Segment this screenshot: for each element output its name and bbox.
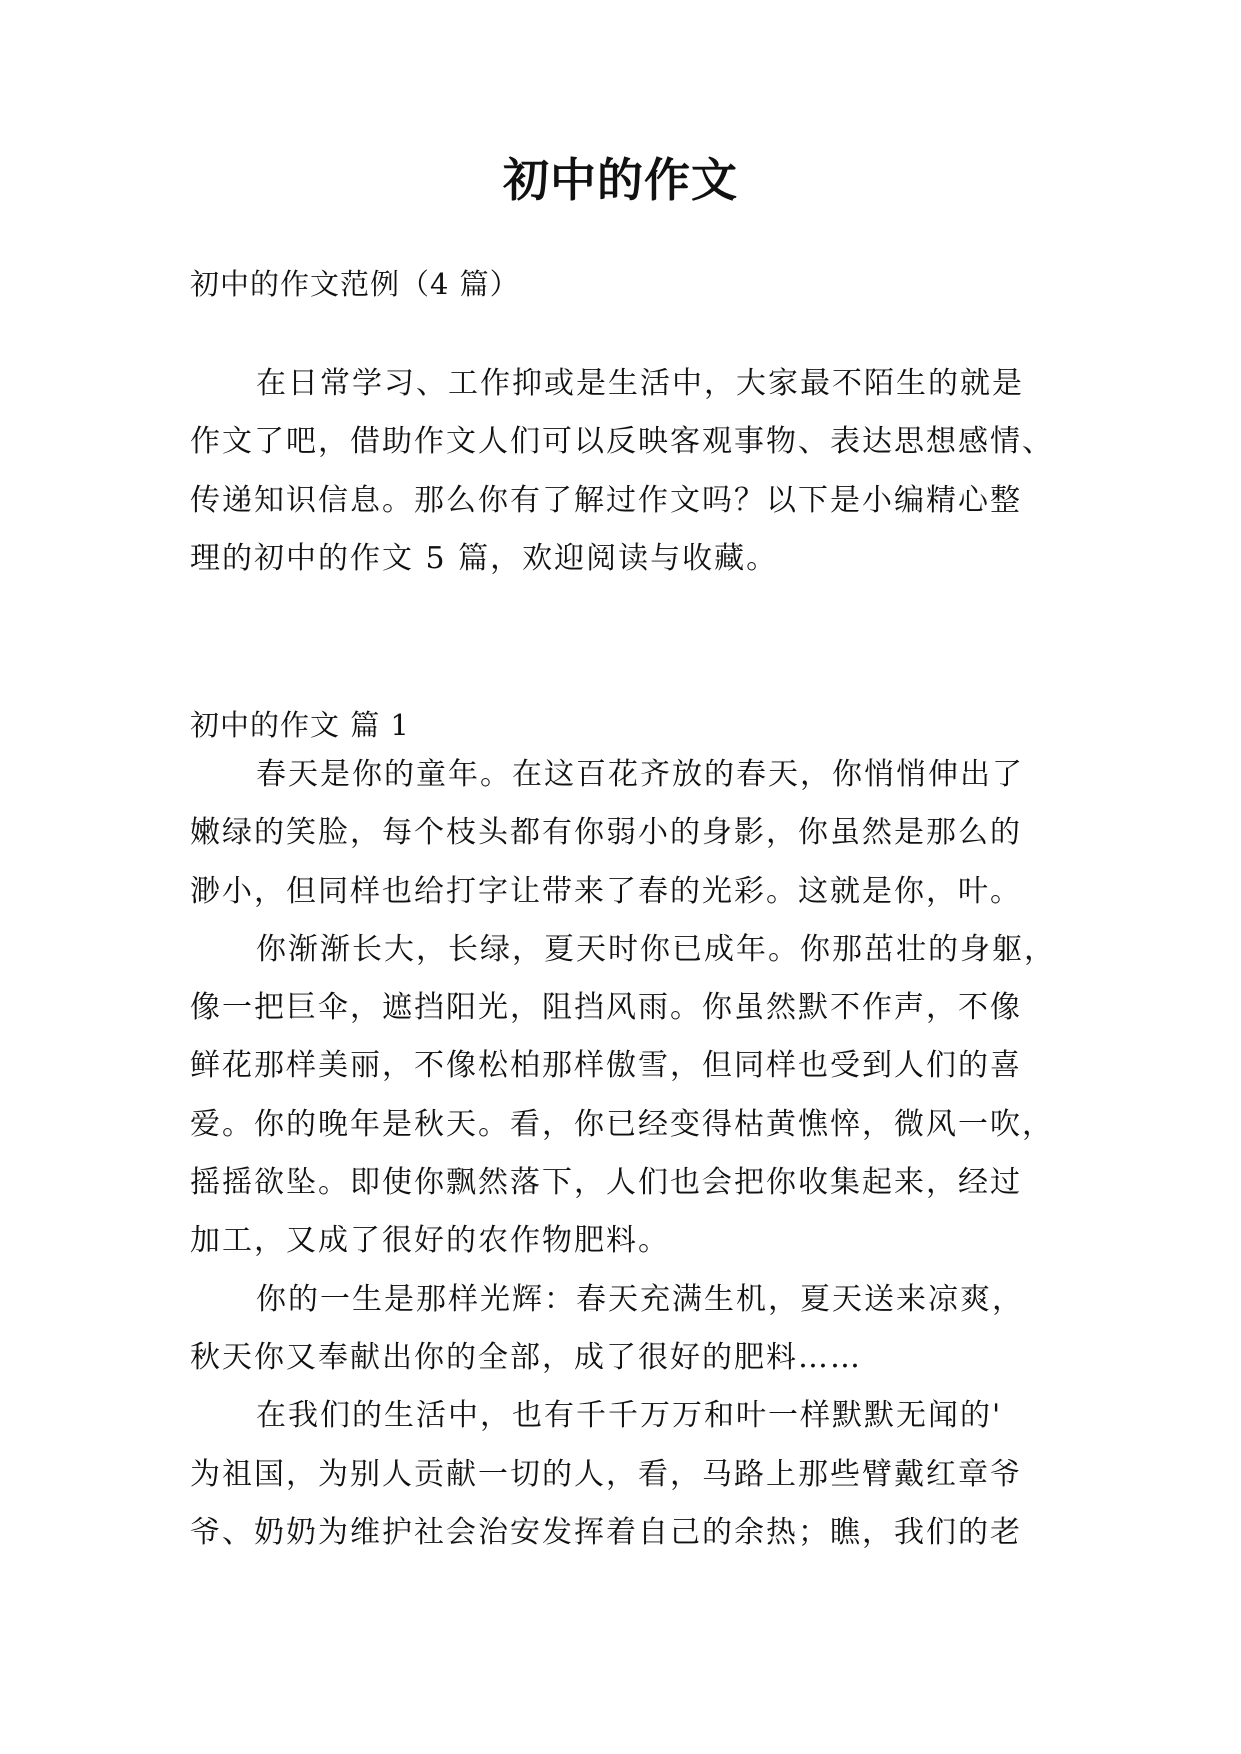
essay-body	[190, 746, 1056, 1562]
body-line: 为祖国，为别人贡献一切的人，看，马路上那些臂戴红章爷	[190, 1456, 1022, 1492]
body-line: 春天是你的童年。在这百花齐放的春天，你悄悄伸出了	[256, 757, 1024, 792]
body-line: 你渐渐长大，长绿，夏天时你已成年。你那茁壮的身躯，	[256, 931, 1056, 967]
body-line: 渺小，但同样也给打字让带来了春的光彩。这就是你，叶。	[190, 873, 1022, 909]
document-title: 初中的作文	[503, 153, 738, 207]
body-line: 嫩绿的笑脸，每个枝头都有你弱小的身影，你虽然是那么的	[190, 815, 1022, 851]
intro-line: 理的初中的作文 5 篇，欢迎阅读与收藏。	[190, 540, 779, 576]
body-line: 爷、奶奶为维护社会治安发挥着自己的余热；瞧，我们的老	[190, 1514, 1022, 1550]
intro-line: 在日常学习、工作抑或是生活中，大家最不陌生的就是	[256, 366, 1024, 401]
body-line: 加工，又成了很好的农作物肥料。	[190, 1223, 670, 1259]
body-line: 爱。你的晚年是秋天。看，你已经变得枯黄憔悴，微风一吹，	[190, 1106, 1054, 1142]
body-line: 摇摇欲坠。即使你飘然落下，人们也会把你收集起来，经过	[190, 1165, 1022, 1201]
body-line: 像一把巨伞，遮挡阳光，阻挡风雨。你虽然默不作声，不像	[190, 990, 1022, 1026]
body-line: 你的一生是那样光辉：春天充满生机，夏天送来凉爽，	[256, 1281, 1024, 1317]
document-subtitle: 初中的作文范例（4 篇）	[190, 267, 520, 301]
body-line: 鲜花那样美丽，不像松柏那样傲雪，但同样也受到人们的喜	[190, 1048, 1022, 1084]
intro-line: 传递知识信息。那么你有了解过作文吗？以下是小编精心整	[190, 482, 1022, 518]
intro-paragraph	[190, 355, 1054, 588]
body-line: 秋天你又奉献出你的全部，成了很好的肥料……	[190, 1339, 862, 1375]
body-line: 在我们的生活中，也有千千万万和叶一样默默无闻的'	[256, 1398, 1003, 1434]
intro-line: 作文了吧，借助作文人们可以反映客观事物、表达思想感情、	[190, 424, 1054, 460]
section-heading: 初中的作文 篇 1	[190, 708, 410, 742]
